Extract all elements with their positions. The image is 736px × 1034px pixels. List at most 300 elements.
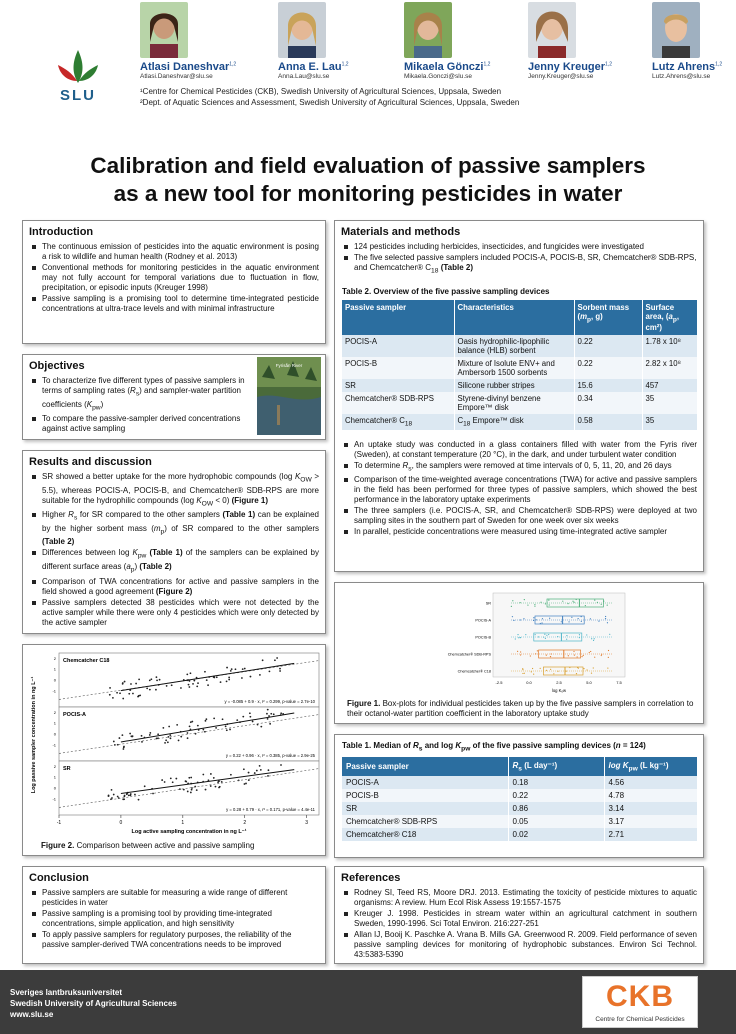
- data-point: [603, 601, 604, 602]
- data-point: [568, 621, 569, 622]
- data-point: [197, 682, 199, 684]
- x-axis-label: log Kₒw: [551, 688, 567, 693]
- data-point: [131, 736, 133, 738]
- data-point: [520, 619, 521, 620]
- data-point: [280, 764, 282, 766]
- data-point: [222, 718, 224, 720]
- column-header: $R_s$ (L day⁻¹): [508, 757, 604, 777]
- data-point: [146, 687, 148, 689]
- data-point: [522, 673, 523, 674]
- author-email[interactable]: Anna.Lau@slu.se: [278, 73, 330, 80]
- data-point: [226, 729, 228, 731]
- data-point: [546, 635, 547, 636]
- data-point: [562, 601, 563, 602]
- data-point: [156, 679, 158, 681]
- data-point: [267, 718, 269, 720]
- author-photo: [404, 2, 452, 58]
- column-header: Characteristics: [454, 300, 574, 336]
- x-tick-label: -1: [56, 820, 62, 826]
- data-point: [137, 696, 139, 698]
- table-cell: Chemcatcher® SDB-RPS: [342, 392, 454, 414]
- data-point: [566, 671, 567, 672]
- table-row: [342, 828, 698, 841]
- data-point: [593, 640, 594, 641]
- data-point: [553, 673, 554, 674]
- data-point: [273, 713, 275, 715]
- data-point: [259, 765, 261, 767]
- data-point: [544, 634, 545, 635]
- data-point: [601, 655, 602, 656]
- references-list: [335, 888, 703, 960]
- figure-2-caption: [41, 841, 254, 850]
- reference-item: Rodney SI, Teed RS, Moore DRJ. 2013. Estimating the toxicity of pesticide mixtures to aquatic organisms: A review. Hum Ecol Risk Assess 19:1557-1575: [343, 888, 697, 908]
- sampler-label: SR: [485, 601, 491, 606]
- data-point: [520, 654, 521, 655]
- data-point: [243, 768, 245, 770]
- data-point: [149, 679, 151, 681]
- table-cell: 35: [642, 392, 698, 414]
- data-point: [549, 604, 550, 605]
- data-point: [196, 789, 198, 791]
- data-point: [545, 638, 546, 639]
- table-cell: 35: [642, 414, 698, 430]
- table-cell: 3.17: [604, 815, 698, 828]
- y-tick-label: 1: [53, 720, 56, 726]
- data-point: [218, 787, 220, 789]
- data-point: [551, 653, 552, 654]
- data-point: [150, 678, 152, 680]
- data-point: [228, 679, 230, 681]
- data-point: [191, 789, 193, 791]
- table-cell: 4.56: [604, 776, 698, 789]
- data-point: [512, 600, 513, 601]
- data-point: [540, 668, 541, 669]
- panel-label: POCIS-A: [63, 712, 86, 718]
- data-point: [130, 683, 132, 685]
- materials-list-bottom: [335, 440, 703, 538]
- photo-caption: Fyrisån River: [275, 363, 303, 368]
- sampler-label: Chemcatcher® SDB-RPS: [447, 652, 491, 657]
- table-1-body: [342, 776, 698, 841]
- table-header-row: [342, 757, 698, 777]
- table-cell: POCIS-A: [342, 335, 454, 357]
- data-point: [279, 670, 281, 672]
- table-cell: 0.22: [574, 335, 642, 357]
- results-list: [23, 472, 325, 628]
- data-point: [167, 741, 169, 743]
- data-point: [581, 621, 582, 622]
- data-point: [248, 779, 250, 781]
- data-point: [585, 605, 586, 606]
- data-point: [164, 781, 166, 783]
- data-point: [522, 668, 523, 669]
- data-point: [241, 677, 243, 679]
- table-cell: 1.78 x 10⁸: [642, 335, 698, 357]
- section-heading: Introduction: [29, 226, 94, 238]
- list-item: Passive sampling is a promising tool by providing time-integrated concentrations, simple application, and high sensitivity: [31, 909, 319, 929]
- data-point: [533, 674, 534, 675]
- data-point: [230, 670, 232, 672]
- data-point: [576, 599, 577, 600]
- affiliation-1: ¹Centre for Chemical Pesticides (CKB), Swedish University of Agricultural Sciences, Uppsala, Sweden: [140, 87, 502, 96]
- data-point: [266, 713, 268, 715]
- list-item: The five selected passive samplers included POCIS-A, POCIS-B, SR, Chemcatcher® SDB-RPS, and Chemcatcher® $C_{18}$ (Table 2): [343, 253, 697, 277]
- data-point: [113, 741, 115, 743]
- data-point: [188, 686, 190, 688]
- data-point: [557, 636, 558, 637]
- data-point: [573, 651, 574, 652]
- regression-equation: y = 0.22 + 0.96 · x, r² = 0.385, p-value = 2.9e-25: [225, 753, 315, 758]
- data-point: [530, 655, 531, 656]
- panel-label: Chemcatcher C18: [63, 658, 110, 664]
- data-point: [542, 618, 543, 619]
- data-point: [124, 681, 126, 683]
- data-point: [202, 729, 204, 731]
- data-point: [165, 739, 167, 741]
- data-point: [249, 716, 251, 718]
- data-point: [276, 657, 278, 659]
- reference-item: Kreuger J. 1998. Pesticides in stream water within an agricultural catchment in southern Sweden, 1990-1996. Sci Total Environ. 216:227-251: [343, 909, 697, 929]
- data-point: [162, 727, 164, 729]
- title-line-2: as a new tool for monitoring pesticides in water: [113, 181, 623, 206]
- data-point: [269, 670, 271, 672]
- table-row: [342, 802, 698, 815]
- y-tick-label: 1: [53, 774, 56, 780]
- column-header: Passive sampler: [342, 757, 508, 777]
- list-item: 124 pesticides including herbicides, insecticides, and fungicides were investigated: [343, 242, 697, 252]
- x-tick-label: 1: [181, 820, 185, 826]
- data-point: [591, 638, 592, 639]
- x-tick-label: 7.5: [616, 680, 622, 685]
- river-photo: [257, 357, 321, 435]
- data-point: [250, 676, 252, 678]
- data-point: [176, 724, 178, 726]
- table-cell: Chemcatcher® C18: [342, 828, 508, 841]
- data-point: [517, 634, 518, 635]
- data-point: [591, 673, 592, 674]
- y-tick-label: 2: [53, 655, 56, 661]
- table-cell: Mixture of Isolute ENV+ and Ambersorb 1500 sorbents: [454, 357, 574, 379]
- y-tick-label: 2: [53, 709, 56, 715]
- data-point: [144, 785, 146, 787]
- data-point: [268, 769, 270, 771]
- data-point: [210, 785, 212, 787]
- data-point: [574, 654, 575, 655]
- data-point: [581, 616, 582, 617]
- table-2: [342, 300, 698, 430]
- table-row: [342, 357, 698, 379]
- data-point: [598, 621, 599, 622]
- data-point: [190, 672, 192, 674]
- data-point: [260, 769, 262, 771]
- data-point: [242, 668, 244, 670]
- table-row: [342, 776, 698, 789]
- data-point: [572, 601, 573, 602]
- data-point: [169, 734, 171, 736]
- data-point: [249, 712, 251, 714]
- regression-equation: y = 0.28 + 0.79 · x, r² = 0.171, p-value = 4.4e-11: [226, 807, 315, 812]
- table-cell: 2.71: [604, 828, 698, 841]
- author-1: [140, 2, 270, 80]
- data-point: [524, 599, 525, 600]
- data-point: [135, 683, 137, 685]
- figure-2-section: [22, 644, 326, 856]
- poster-title: [0, 152, 736, 208]
- data-point: [540, 623, 541, 624]
- data-point: [235, 668, 237, 670]
- data-point: [187, 737, 189, 739]
- data-point: [229, 729, 231, 731]
- data-point: [252, 721, 254, 723]
- data-point: [601, 654, 602, 655]
- data-point: [541, 622, 542, 623]
- data-point: [248, 772, 250, 774]
- data-point: [108, 795, 110, 797]
- author-2: [278, 2, 408, 80]
- data-point: [517, 651, 518, 652]
- objectives-list: [23, 376, 255, 434]
- data-point: [583, 655, 584, 656]
- table-row: [342, 414, 698, 430]
- y-axis-label: Log passive sampler concentration in ng L⁻¹: [31, 676, 37, 794]
- data-point: [511, 606, 512, 607]
- author-5: [652, 2, 736, 80]
- data-point: [129, 733, 131, 735]
- figure-2-scatter-plot: [27, 649, 323, 835]
- data-point: [535, 634, 536, 635]
- data-point: [577, 656, 578, 657]
- y-tick-label: 0: [53, 785, 56, 791]
- data-point: [270, 713, 272, 715]
- data-point: [175, 778, 177, 780]
- results-section: [22, 450, 326, 634]
- table-cell: 4.78: [604, 789, 698, 802]
- list-item: To determine $R_s$, the samplers were removed at time intervals of 0, 5, 11, 20, and 26 days: [343, 461, 697, 475]
- data-point: [180, 736, 182, 738]
- column-header: Sorbent mass ($m_p$, g): [574, 300, 642, 336]
- table-row: [342, 379, 698, 392]
- data-point: [168, 726, 170, 728]
- author-affil-sup: 1,2: [715, 61, 723, 68]
- x-tick-label: 2: [243, 820, 247, 826]
- table-cell: $C_{18}$ Empore™ disk: [454, 414, 574, 430]
- footer-website-link[interactable]: www.slu.se: [10, 1010, 54, 1019]
- regression-equation: y = -0.085 + 0.9 · x, r² = 0.299, p-value = 2.7e-10: [224, 699, 315, 704]
- data-point: [518, 637, 519, 638]
- y-tick-label: 2: [53, 763, 56, 769]
- data-point: [520, 637, 521, 638]
- data-point: [581, 656, 582, 657]
- table-cell: 0.86: [508, 802, 604, 815]
- author-email[interactable]: Atlasi.Daneshvar@slu.se: [140, 73, 213, 80]
- section-heading: Objectives: [29, 360, 85, 372]
- conclusion-list: [23, 888, 325, 950]
- data-point: [116, 692, 118, 694]
- table-row: [342, 815, 698, 828]
- data-point: [186, 673, 188, 675]
- author-email[interactable]: Lutz.Ahrens@slu.se: [652, 73, 711, 80]
- data-point: [607, 622, 608, 623]
- data-point: [532, 668, 533, 669]
- author-photo: [278, 2, 326, 58]
- table-cell: 2.82 x 10⁸: [642, 357, 698, 379]
- table-cell: Chemcatcher® SDB-RPS: [342, 815, 508, 828]
- data-point: [187, 732, 189, 734]
- data-point: [267, 775, 269, 777]
- author-affil-sup: 1,2: [341, 61, 349, 68]
- data-point: [597, 602, 598, 603]
- author-affil-sup: 1,2: [229, 61, 237, 68]
- data-point: [607, 667, 608, 668]
- column-header: Passive sampler: [342, 300, 454, 336]
- data-point: [188, 777, 190, 779]
- data-point: [540, 602, 541, 603]
- data-point: [256, 770, 258, 772]
- data-point: [206, 679, 208, 681]
- data-point: [566, 639, 567, 640]
- data-point: [231, 668, 233, 670]
- data-point: [205, 789, 207, 791]
- data-point: [204, 671, 206, 673]
- data-point: [122, 698, 124, 700]
- table-cell: SR: [342, 802, 508, 815]
- data-point: [269, 723, 271, 725]
- data-point: [166, 685, 168, 687]
- table-cell: 0.02: [508, 828, 604, 841]
- affiliation-2: ²Dept. of Aquatic Sciences and Assessment, Swedish University of Agricultural Sciences, Uppsala, Sweden: [140, 98, 520, 107]
- data-point: [538, 636, 539, 637]
- data-point: [579, 634, 580, 635]
- sampler-label: POCIS-A: [475, 618, 491, 623]
- poster-header: [0, 0, 736, 140]
- data-point: [130, 794, 132, 796]
- data-point: [192, 683, 194, 685]
- data-point: [561, 621, 562, 622]
- data-point: [119, 737, 121, 739]
- table-cell: SR: [342, 379, 454, 392]
- data-point: [124, 795, 126, 797]
- data-point: [138, 799, 140, 801]
- data-point: [260, 726, 262, 728]
- ckb-logo-text: CKB: [606, 980, 674, 1013]
- materials-list-top: [335, 242, 703, 277]
- data-point: [121, 734, 123, 736]
- data-point: [205, 720, 207, 722]
- panel-label: SR: [63, 766, 71, 772]
- data-point: [149, 734, 151, 736]
- plot-area: [493, 593, 625, 677]
- y-tick-label: -1: [52, 688, 56, 694]
- data-point: [274, 659, 276, 661]
- data-point: [170, 777, 172, 779]
- data-point: [543, 636, 544, 637]
- sampler-label: POCIS-B: [475, 635, 491, 640]
- table-cell: 0.34: [574, 392, 642, 414]
- data-point: [123, 746, 125, 748]
- list-item: An uptake study was conducted in a glass containers filled with water from the Fyris river (Sweden), at constant temperature (20 °C), in the dark, and under turbulent water condition: [343, 440, 697, 460]
- table-row: [342, 789, 698, 802]
- data-point: [594, 638, 595, 639]
- footer-line-1: Sveriges lantbruksuniversitet: [10, 988, 123, 997]
- data-point: [205, 718, 207, 720]
- data-point: [607, 604, 608, 605]
- data-point: [155, 689, 157, 691]
- data-point: [524, 673, 525, 674]
- author-photo: [140, 2, 188, 58]
- data-point: [159, 679, 161, 681]
- column-header: $\log K_{pw}$ (L kg⁻¹): [604, 757, 698, 777]
- x-tick-label: 2.5: [556, 680, 562, 685]
- data-point: [534, 604, 535, 605]
- data-point: [188, 684, 190, 686]
- table-cell: 0.58: [574, 414, 642, 430]
- data-point: [574, 602, 575, 603]
- data-point: [230, 774, 232, 776]
- table-cell: POCIS-B: [342, 789, 508, 802]
- author-3: [404, 2, 534, 80]
- section-heading: Materials and methods: [341, 226, 461, 238]
- y-tick-label: 0: [53, 677, 56, 683]
- figure-caption-text: Comparison between active and passive sampling: [74, 841, 255, 850]
- column-header: Surface area, ($a_p$, cm²): [642, 300, 698, 336]
- data-point: [605, 618, 606, 619]
- author-name: Atlasi Daneshvar: [140, 61, 230, 73]
- data-point: [117, 796, 119, 798]
- data-point: [197, 725, 199, 727]
- data-point: [259, 674, 261, 676]
- table-cell: Silicone rubber stripes: [454, 379, 574, 392]
- section-heading: Conclusion: [29, 872, 89, 884]
- data-point: [193, 680, 195, 682]
- data-point: [109, 694, 111, 696]
- objectives-section: [22, 354, 326, 440]
- data-point: [123, 748, 125, 750]
- list-item: To compare the passive-sampler derived concentrations against active sampling: [31, 414, 249, 434]
- list-item: Comparison of the time-weighted average concentrations (TWA) for active and passive samplers in the field has been performed for three types of passive samplers, which showed the best performance in the laboratory uptake experiments: [343, 475, 697, 505]
- author-email[interactable]: Jenny.Kreuger@slu.se: [528, 73, 594, 80]
- data-point: [537, 650, 538, 651]
- data-point: [557, 671, 558, 672]
- data-point: [190, 792, 192, 794]
- data-point: [533, 617, 534, 618]
- table-cell: Styrene-divinyl benzene Empore™ disk: [454, 392, 574, 414]
- data-point: [566, 635, 567, 636]
- y-tick-label: -1: [52, 796, 56, 802]
- author-email[interactable]: Mikaela.Gonczi@slu.se: [404, 73, 473, 80]
- author-name: Lutz Ahrens: [652, 61, 716, 73]
- data-point: [109, 687, 111, 689]
- data-point: [141, 735, 143, 737]
- data-point: [577, 667, 578, 668]
- ckb-logo: [582, 976, 698, 1028]
- data-point: [567, 603, 568, 604]
- data-point: [605, 616, 606, 617]
- data-point: [213, 777, 215, 779]
- table-2-body: [342, 335, 698, 430]
- data-point: [226, 680, 228, 682]
- table-cell: 15.6: [574, 379, 642, 392]
- data-point: [594, 600, 595, 601]
- data-point: [122, 682, 124, 684]
- data-point: [149, 689, 151, 691]
- data-point: [171, 684, 173, 686]
- materials-methods-section: [334, 220, 704, 572]
- author-photo: [528, 2, 576, 58]
- data-point: [546, 655, 547, 656]
- data-point: [111, 789, 113, 791]
- data-point: [152, 793, 154, 795]
- data-point: [533, 620, 534, 621]
